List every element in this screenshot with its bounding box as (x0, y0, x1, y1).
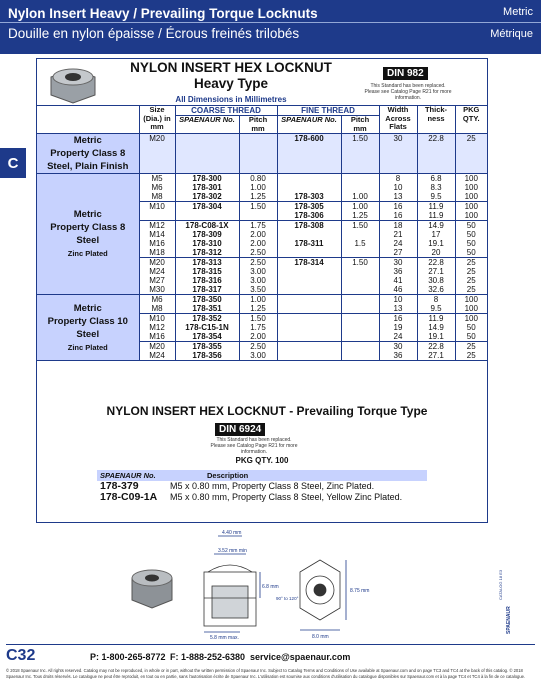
cell-size: M20 (139, 134, 175, 174)
cell-t: 22.8 27.1 (417, 342, 455, 361)
cell-f_p (341, 295, 379, 314)
cell-t: 22.8 27.1 30.8 32.6 (417, 258, 455, 295)
side-brand (494, 560, 514, 635)
cell-w: 30 (379, 134, 417, 174)
table-row (37, 295, 487, 314)
locknut-image (43, 63, 103, 107)
part-description: M5 x 0.80 mm, Property Class 8 Steel, Yellow Zinc Plated. (170, 492, 403, 502)
heavy-title-line2: Heavy Type (193, 76, 269, 91)
fine-pitch-header: Pitch mm (341, 116, 379, 134)
catalog-label: CATALOG 18 E3 (498, 569, 503, 600)
dim-label-6: 8.75 mm (350, 588, 370, 594)
cell-q: 25 25 25 25 (455, 258, 487, 295)
cell-w: 16 19 24 (379, 314, 417, 342)
dim-label-7: 8.0 mm (312, 634, 329, 640)
email-link[interactable]: service@spaenaur.com (250, 652, 351, 662)
cell-w: 30 36 41 46 (379, 258, 417, 295)
size-header: Size (Dia.) in mm (139, 106, 175, 134)
cell-f_no: 178-308 178-311 (277, 221, 341, 258)
group1-label-line: Metric (73, 135, 102, 146)
group1-label-line: Steel, Plain Finish (47, 161, 129, 172)
table-row (37, 134, 487, 174)
cell-c_p: 1.50 (239, 202, 277, 221)
width-header: Width Across Flats (379, 106, 417, 134)
group3-label-line: Metric (73, 302, 102, 314)
table-row (37, 174, 487, 202)
coarse-pitch-header: Pitch mm (239, 116, 277, 134)
cell-f_no (277, 314, 341, 342)
cell-f_p: 1.50 (341, 134, 379, 174)
din-badge-6924: DIN 6924 (215, 423, 265, 436)
group2-label-line: Steel (76, 235, 100, 246)
cell-w: 8 10 13 (379, 174, 417, 202)
prevailing-pkg-qty: PKG QTY. 100 (235, 456, 289, 465)
cell-f_p: 1.50 1.5 (341, 221, 379, 258)
cell-f_no (277, 295, 341, 314)
prevailing-desc-header: Description (167, 470, 427, 481)
page-header (0, 0, 541, 54)
top-view-drawing (300, 560, 346, 630)
cell-f_no: 178-305 178-306 (277, 202, 341, 221)
cell-f_no: 178-314 (277, 258, 341, 295)
cell-f_p (341, 314, 379, 342)
cell-t: 14.9 17 19.1 20 (417, 221, 455, 258)
cell-c_no: 178-300 178-301 178-302 (175, 174, 239, 202)
cell-w: 30 36 (379, 342, 417, 361)
heavy-title (121, 60, 341, 92)
part-number: 178-379 (100, 480, 139, 492)
pkg-header: PKG QTY. (455, 106, 487, 134)
thickness-header: Thick- ness (417, 106, 455, 134)
cell-f_p: 1.00 1.25 (341, 202, 379, 221)
cell-t: 8 9.5 (417, 295, 455, 314)
cell-c_p: 0.80 1.00 1.25 (239, 174, 277, 202)
group3-label-line: Zinc Plated (67, 342, 108, 352)
cell-f_no (277, 342, 341, 361)
cell-f_no: 178-600 (277, 134, 341, 174)
cell-c_no: 178-304 (175, 202, 239, 221)
page-number: C32 (6, 647, 36, 664)
group1-label-line: Property Class 8 (50, 148, 126, 159)
dim-label-1: 4.40 mm (222, 530, 242, 536)
cell-c_p: 1.50 1.75 2.00 (239, 314, 277, 342)
cell-t: 11.9 14.9 19.1 (417, 314, 455, 342)
page-title: Nylon Insert Heavy / Prevailing Torque Locknuts (8, 6, 318, 21)
cell-q: 100 100 100 (455, 174, 487, 202)
cell-q: 100 100 (455, 295, 487, 314)
fine-no-header: SPAENAUR No. (277, 116, 341, 134)
cell-c_no: 178-C08-1X 178-309 178-310 178-312 (175, 221, 239, 258)
dim-label-4: 5.8 mm max. (210, 635, 239, 640)
technical-drawing (36, 528, 488, 640)
dimension-note: All Dimensions in Millimetres (175, 95, 287, 104)
cell-q: 100 100 (455, 202, 487, 221)
cell-size: M10 M12 M16 (139, 314, 175, 342)
cell-c_no: 178-350 178-351 (175, 295, 239, 314)
cell-c_p: 1.00 1.25 (239, 295, 277, 314)
page-title-fr: Douille en nylon épaisse / Écrous freinés trilobés (8, 26, 300, 41)
group2-label-line: Metric (73, 209, 102, 220)
prevailing-table (97, 470, 427, 503)
group2-label (37, 174, 139, 295)
group1-label (37, 134, 139, 174)
cell-w: 18 21 24 27 (379, 221, 417, 258)
cell-c_no: 178-355 178-356 (175, 342, 239, 361)
din-6924-replaced-note: This Standard has been replaced. Please see Catalog Page R21 for more information. (210, 437, 298, 455)
heavy-title-line1: NYLON INSERT HEX LOCKNUT (130, 60, 332, 75)
fine-header: FINE THREAD (277, 106, 379, 116)
din-replaced-note: This Standard has been replaced. Please see Catalog Page R21 for more information. (364, 83, 452, 101)
cell-t: 22.8 (417, 134, 455, 174)
legal-notice: © 2018 Spaenaur Inc. All rights reserved. Catalog may not be reproduced, in whole or in part, without the written permission of Spaenaur Inc. Subject to Catalog Terms and Conditions of Use available at Spaenaur.com and on page TC3 and TC4 at the back of this catalog. © 2018 Spaenaur Inc. Tous droits réservés. Le catalogue ne peut être reproduit, en tout ou en partie, sans l'autorisation écrite de Spaenaur Inc. L'utilisation est soumise aux conditions d'utilisation du catalogue disponibles sur Spaenaur.com et à la page TC4 et TC4 à la fin de ce catalogue. (6, 668, 526, 679)
cell-c_no: 178-352 178-C15-1N 178-354 (175, 314, 239, 342)
blank-header (37, 106, 139, 134)
cell-t: 11.9 11.9 (417, 202, 455, 221)
cell-c_p: 2.50 3.00 (239, 342, 277, 361)
heavy-spec-table (37, 105, 487, 361)
cell-w: 16 16 (379, 202, 417, 221)
cell-size: M10 (139, 202, 175, 221)
coarse-no-header: SPAENAUR No. (175, 116, 239, 134)
cell-q: 25 25 (455, 342, 487, 361)
cell-f_p (341, 342, 379, 361)
cell-c_p: 2.50 3.00 3.00 3.50 (239, 258, 277, 295)
prevailing-title: NYLON INSERT HEX LOCKNUT - Prevailing Torque Type (106, 404, 428, 418)
group2-label-line: Zinc Plated (67, 249, 108, 258)
cell-f_p: 1.00 (341, 174, 379, 202)
cell-f_p: 1.50 (341, 258, 379, 295)
coarse-header: COARSE THREAD (175, 106, 277, 116)
cell-size: M5 M6 M8 (139, 174, 175, 202)
category-label: Metric (503, 6, 533, 18)
part-description: M5 x 0.80 mm, Property Class 8 Steel, Zinc Plated. (170, 481, 375, 491)
dim-label-3: 6.8 mm (262, 584, 279, 590)
locknut-photo (132, 570, 172, 608)
section-tab: C (0, 148, 26, 178)
cell-t: 6.8 8.3 9.5 (417, 174, 455, 202)
cell-f_no: 178-303 (277, 174, 341, 202)
din-badge: DIN 982 (383, 67, 428, 80)
cell-q: 25 (455, 134, 487, 174)
category-label-fr: Métrique (490, 28, 533, 40)
brand-label: SPAENAUR (506, 606, 512, 634)
cell-size: M6 M8 (139, 295, 175, 314)
dim-label-2: 3.52 mm min (218, 548, 247, 554)
group3-label-line: Property Class 10 (47, 315, 128, 327)
phone-number: P: 1-800-265-8772 (90, 652, 166, 662)
group3-label (37, 295, 139, 361)
prevailing-no-header: SPAENAUR No. (97, 470, 167, 481)
cell-c_p (239, 134, 277, 174)
cell-w: 10 13 (379, 295, 417, 314)
cell-c_no: 178-313 178-315 178-316 178-317 (175, 258, 239, 295)
group3-label-line: Steel (76, 328, 100, 340)
footer-divider (6, 644, 535, 645)
fax-number: F: 1-888-252-6380 (170, 652, 246, 662)
cell-c_no (175, 134, 239, 174)
group2-label-line: Property Class 8 (50, 222, 126, 233)
cell-size: M20 M24 M27 M30 (139, 258, 175, 295)
cell-size: M20 M24 (139, 342, 175, 361)
cell-q: 50 50 50 50 (455, 221, 487, 258)
part-number: 178-C09-1A (100, 491, 158, 503)
cell-size: M12 M14 M16 M18 (139, 221, 175, 258)
dim-label-5: 90° to 120° (276, 596, 299, 601)
table-row (97, 492, 427, 503)
cell-q: 100 50 50 (455, 314, 487, 342)
cell-c_p: 1.75 2.00 2.00 2.50 (239, 221, 277, 258)
header-divider (0, 22, 541, 23)
heavy-locknut-sheet (36, 58, 488, 523)
